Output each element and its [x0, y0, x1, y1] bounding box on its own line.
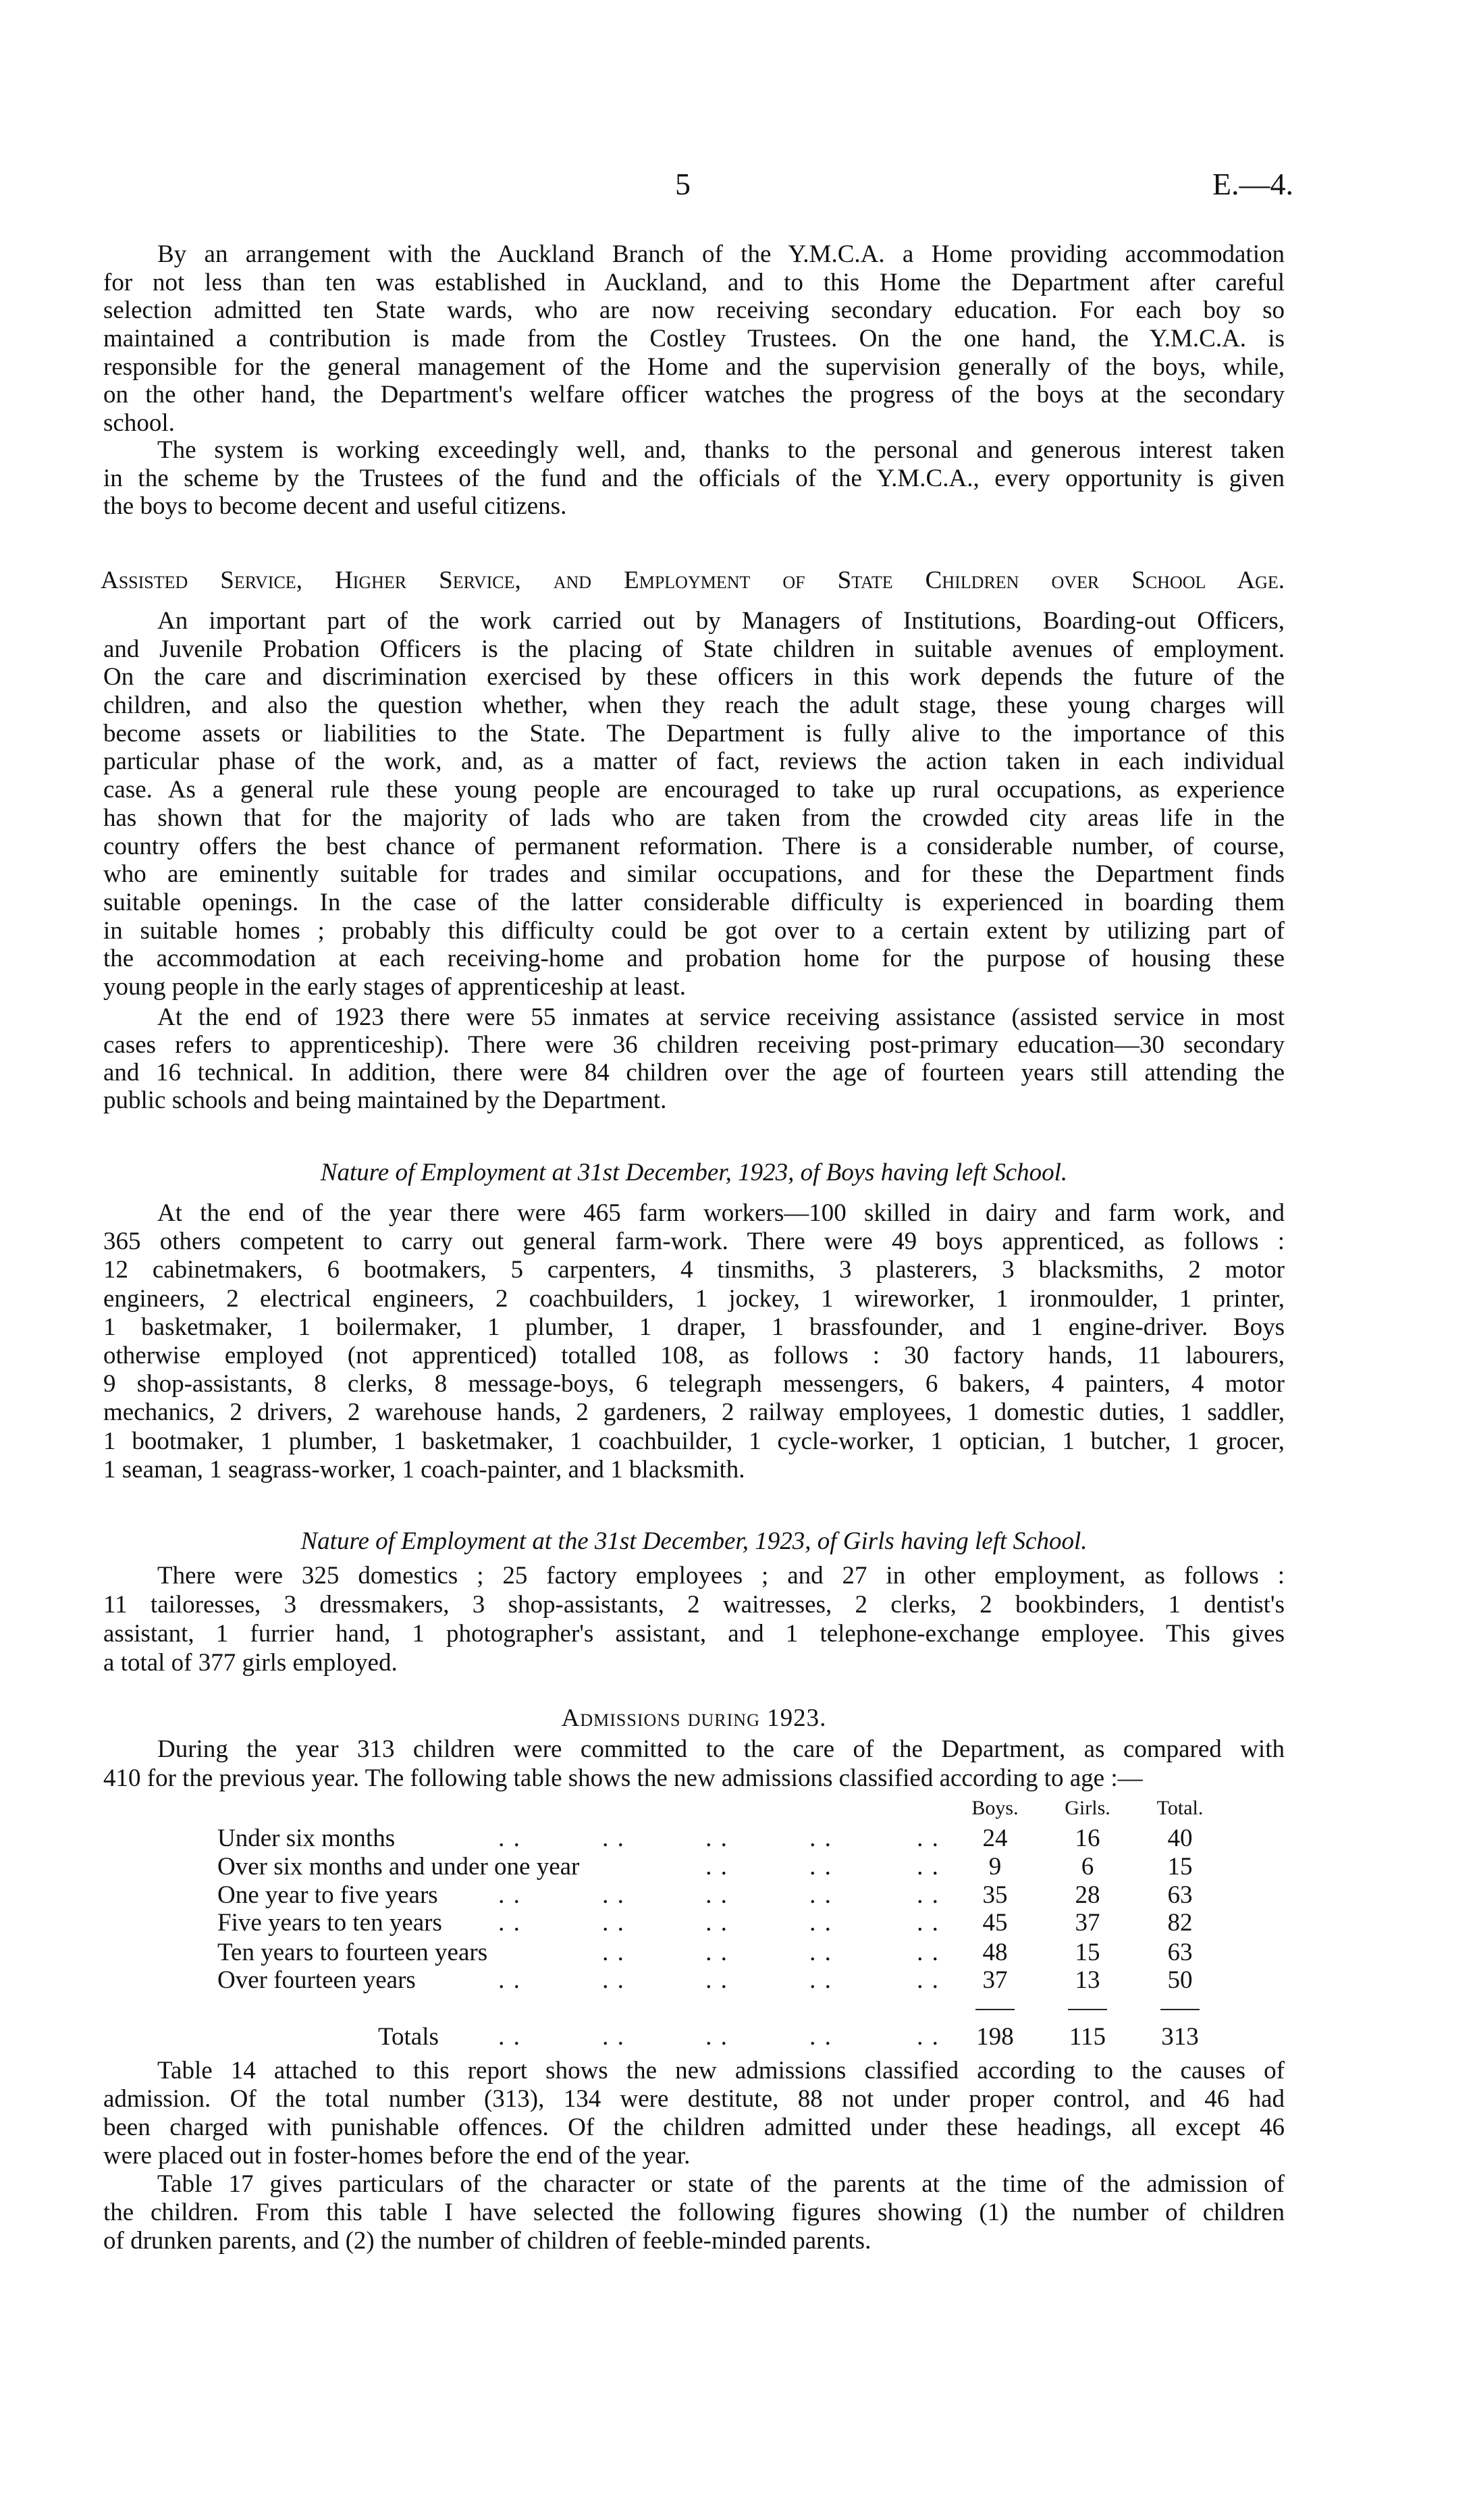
leader-dots: [703, 1966, 730, 1995]
column-header-boys: Boys.: [971, 1797, 1019, 1819]
text-line: Table 14 attached to this report shows the new admissions classified according to the causes of: [157, 2057, 1285, 2084]
text-line: maintained a contribution is made from the Costley Trustees. On the one hand, the Y.M.C.A. is: [103, 325, 1285, 353]
leader-dots: [600, 2023, 627, 2051]
total-boys: 198: [976, 2023, 1014, 2051]
leader-dots: [807, 1966, 834, 1995]
text-line: suitable openings. In the case of the latter considerable difficulty is experienced in boarding them: [103, 888, 1285, 916]
text-line: were placed out in foster-homes before the end of the year.: [103, 2142, 691, 2170]
cell-boys: 48: [982, 1939, 1008, 1966]
text-line: in the scheme by the Trustees of the fund and the officials of the Y.M.C.A., every opportunity is given: [103, 464, 1285, 492]
text-line: and 16 technical. In addition, there were 84 children over the age of fourteen years still attending the: [103, 1059, 1285, 1086]
leader-dots: [915, 1909, 942, 1937]
text-line: country offers the best chance of permanent reformation. There is a considerable number, of course,: [103, 832, 1285, 860]
table-row: [0, 1825, 1475, 1853]
text-line: assistant, 1 furrier hand, 1 photographer's assistant, and 1 telephone-exchange employee. This gives: [103, 1620, 1285, 1648]
paragraph-p9: [103, 2170, 1285, 2255]
leader-dots: [496, 2023, 523, 2051]
cell-total: 63: [1167, 1881, 1193, 1909]
column-header-girls: Girls.: [1065, 1797, 1110, 1819]
cell-girls: 15: [1075, 1939, 1100, 1966]
leader-dots: [703, 2023, 730, 2051]
text-line: By an arrangement with the Auckland Branch of the Y.M.C.A. a Home providing accommodation: [157, 240, 1285, 268]
text-line: for not less than ten was established in Auckland, and to this Home the Department after careful: [103, 268, 1285, 296]
leader-dots: [703, 1881, 730, 1910]
total-girls: 115: [1069, 2023, 1106, 2051]
text-line: cases refers to apprenticeship). There were 36 children receiving post-primary education—30 secondary: [103, 1031, 1285, 1059]
cell-girls: 28: [1075, 1881, 1100, 1909]
text-line: An important part of the work carried out by Managers of Institutions, Boarding-out Officers,: [157, 607, 1285, 635]
text-line: the boys to become decent and useful citizens.: [103, 492, 567, 521]
text-line: public schools and being maintained by the Department.: [103, 1086, 667, 1114]
cell-total: 50: [1167, 1966, 1193, 1994]
cell-total: 40: [1167, 1825, 1193, 1852]
text-line: 12 cabinetmakers, 6 bootmakers, 5 carpenters, 4 tinsmiths, 3 plasterers, 3 blacksmiths, 2 motor: [103, 1256, 1285, 1284]
text-line: 11 tailoresses, 3 dressmakers, 3 shop-assistants, 2 waitresses, 2 clerks, 2 bookbinders, 1 dentist's: [103, 1591, 1285, 1619]
leader-dots: [915, 1939, 942, 1967]
cell-girls: 37: [1075, 1909, 1100, 1937]
text-line: 1 bootmaker, 1 plumber, 1 basketmaker, 1 coachbuilder, 1 cycle-worker, 1 optician, 1 butcher, 1 grocer,: [103, 1427, 1285, 1455]
cell-boys: 9: [988, 1853, 1002, 1881]
leader-dots: [600, 1966, 627, 1995]
section-heading-boys-employment: Nature of Employment at 31st December, 1923, of Boys having left School.: [320, 1159, 1068, 1186]
cell-boys: 37: [982, 1966, 1008, 1994]
table-totals-row: [0, 2023, 1475, 2051]
text-line: 9 shop-assistants, 8 clerks, 8 message-boys, 6 telegraph messengers, 6 bakers, 4 painters, 4 motor: [103, 1370, 1285, 1398]
leader-dots: [600, 1881, 627, 1910]
total-total: 313: [1161, 2023, 1199, 2051]
leader-dots: [600, 1825, 627, 1853]
leader-dots: [807, 1853, 834, 1881]
text-line: has shown that for the majority of lads who are taken from the crowded city areas life in the: [103, 804, 1285, 832]
total-rule: [975, 2009, 1015, 2010]
leader-dots: [496, 1881, 523, 1910]
text-line: the accommodation at each receiving-home and probation home for the purpose of housing these: [103, 945, 1285, 973]
text-line: At the end of 1923 there were 55 inmates at service receiving assistance (assisted service in most: [157, 1003, 1285, 1031]
leader-dots: [807, 1909, 834, 1937]
text-line: engineers, 2 electrical engineers, 2 coachbuilders, 1 jockey, 1 wireworker, 1 ironmoulder, 1 printer,: [103, 1284, 1285, 1313]
text-line: a total of 377 girls employed.: [103, 1649, 398, 1677]
cell-total: 82: [1167, 1909, 1193, 1937]
text-line: particular phase of the work, and, as a matter of fact, reviews the action taken in each individual: [103, 747, 1285, 776]
totals-label: Totals: [378, 2023, 439, 2051]
leader-dots: [915, 1853, 942, 1881]
cell-girls: 16: [1075, 1825, 1100, 1852]
table-row: [0, 1966, 1475, 1995]
cell-girls: 6: [1081, 1853, 1094, 1881]
table-row: [0, 1881, 1475, 1910]
cell-boys: 45: [982, 1909, 1008, 1937]
page-number: 5: [675, 167, 691, 201]
table-row: [0, 1853, 1475, 1881]
cell-total: 15: [1167, 1853, 1193, 1881]
leader-dots: [703, 1853, 730, 1881]
section-heading-girls-employment: Nature of Employment at the 31st December, 1923, of Girls having left School.: [300, 1527, 1088, 1555]
text-line: Table 17 gives particulars of the character or state of the parents at the time of the admission of: [157, 2170, 1285, 2198]
row-label: Ten years to fourteen years: [217, 1939, 488, 1966]
leader-dots: [915, 1881, 942, 1910]
text-line: admission. Of the total number (313), 134 were destitute, 88 not under proper control, and 46 had: [103, 2085, 1285, 2113]
paragraph-p5: [103, 1199, 1285, 1484]
leader-dots: [915, 1966, 942, 1995]
leader-dots: [807, 1939, 834, 1967]
table-header-row: [0, 1794, 1475, 1822]
paragraph-p7: [103, 1735, 1285, 1793]
text-line: the children. From this table I have selected the following figures showing (1) the number of children: [103, 2199, 1285, 2226]
paragraph-p1: [103, 240, 1285, 438]
section-heading-assisted-service: Assisted Service, Higher Service, and Employment of State Children over School Age.: [101, 567, 1285, 594]
text-line: and Juvenile Probation Officers is the placing of State children in suitable avenues of employment.: [103, 635, 1285, 663]
document-reference: E.—4.: [1212, 167, 1293, 201]
leader-dots: [915, 1825, 942, 1853]
cell-girls: 13: [1075, 1966, 1100, 1994]
text-line: There were 325 domestics ; 25 factory employees ; and 27 in other employment, as follows :: [157, 1562, 1285, 1590]
paragraph-p6: [103, 1561, 1285, 1677]
leader-dots: [496, 1909, 523, 1937]
text-line: During the year 313 children were committed to the care of the Department, as compared with: [157, 1735, 1285, 1763]
text-line: 1 seaman, 1 seagrass-worker, 1 coach-painter, and 1 blacksmith.: [103, 1455, 745, 1484]
text-line: who are eminently suitable for trades and similar occupations, and for these the Department finds: [103, 860, 1285, 889]
leader-dots: [496, 1825, 523, 1853]
row-label: Five years to ten years: [217, 1909, 442, 1937]
column-header-total: Total.: [1156, 1797, 1204, 1819]
text-line: on the other hand, the Department's welfare officer watches the progress of the boys at the secondary: [103, 381, 1285, 409]
text-line: mechanics, 2 drivers, 2 warehouse hands, 2 gardeners, 2 railway employees, 1 domestic duties, 1 saddler,: [103, 1398, 1285, 1427]
paragraph-p4: [103, 1003, 1285, 1114]
text-line: otherwise employed (not apprenticed) totalled 108, as follows : 30 factory hands, 11 labourers,: [103, 1341, 1285, 1369]
leader-dots: [915, 2023, 942, 2051]
section-heading-admissions: Admissions during 1923.: [561, 1704, 827, 1732]
leader-dots: [600, 1909, 627, 1937]
text-line: 410 for the previous year. The following table shows the new admissions classified according to age :—: [103, 1764, 1143, 1792]
paragraph-p8: [103, 2057, 1285, 2170]
text-line: responsible for the general management of the Home and the supervision generally of the boys, while,: [103, 352, 1285, 381]
leader-dots: [807, 1825, 834, 1853]
leader-dots: [807, 1881, 834, 1910]
text-line: At the end of the year there were 465 farm workers—100 skilled in dairy and farm work, and: [157, 1199, 1285, 1227]
total-rule: [1160, 2009, 1200, 2010]
text-line: On the care and discrimination exercised by these officers in this work depends the future of the: [103, 663, 1285, 691]
text-line: of drunken parents, and (2) the number of children of feeble-minded parents.: [103, 2227, 871, 2255]
row-label: Over fourteen years: [217, 1966, 416, 1994]
leader-dots: [807, 2023, 834, 2051]
row-label: One year to five years: [217, 1881, 438, 1909]
text-line: 365 others competent to carry out general farm-work. There were 49 boys apprenticed, as follows :: [103, 1228, 1285, 1256]
text-line: become assets or liabilities to the State. The Department is fully alive to the importance of this: [103, 719, 1285, 747]
table-row: [0, 1909, 1475, 1937]
cell-total: 63: [1167, 1939, 1193, 1966]
text-line: 1 basketmaker, 1 boilermaker, 1 plumber, 1 draper, 1 brassfounder, and 1 engine-driver. Boys: [103, 1313, 1285, 1341]
text-line: case. As a general rule these young people are encouraged to take up rural occupations, as experience: [103, 776, 1285, 804]
leader-dots: [600, 1939, 627, 1967]
text-line: in suitable homes ; probably this difficulty could be got over to a certain extent by utilizing part of: [103, 916, 1285, 945]
cell-boys: 35: [982, 1881, 1008, 1909]
text-line: been charged with punishable offences. Of the children admitted under these headings, all except 46: [103, 2114, 1285, 2141]
text-line: selection admitted ten State wards, who are now receiving secondary education. For each boy so: [103, 296, 1285, 325]
row-label: Under six months: [217, 1825, 396, 1852]
leader-dots: [703, 1909, 730, 1937]
leader-dots: [703, 1939, 730, 1967]
total-rule: [1068, 2009, 1107, 2010]
paragraph-p3: [103, 607, 1285, 1001]
leader-dots: [703, 1825, 730, 1853]
text-line: The system is working exceedingly well, and, thanks to the personal and generous interest taken: [157, 436, 1285, 464]
text-line: young people in the early stages of apprenticeship at least.: [103, 972, 687, 1001]
cell-boys: 24: [982, 1825, 1008, 1852]
text-line: school.: [103, 409, 175, 438]
row-label: Over six months and under one year: [217, 1853, 580, 1881]
paragraph-p2: [103, 436, 1285, 521]
text-line: children, and also the question whether, when they reach the adult stage, these young charges will: [103, 691, 1285, 720]
leader-dots: [496, 1966, 523, 1995]
table-row: [0, 1939, 1475, 1967]
